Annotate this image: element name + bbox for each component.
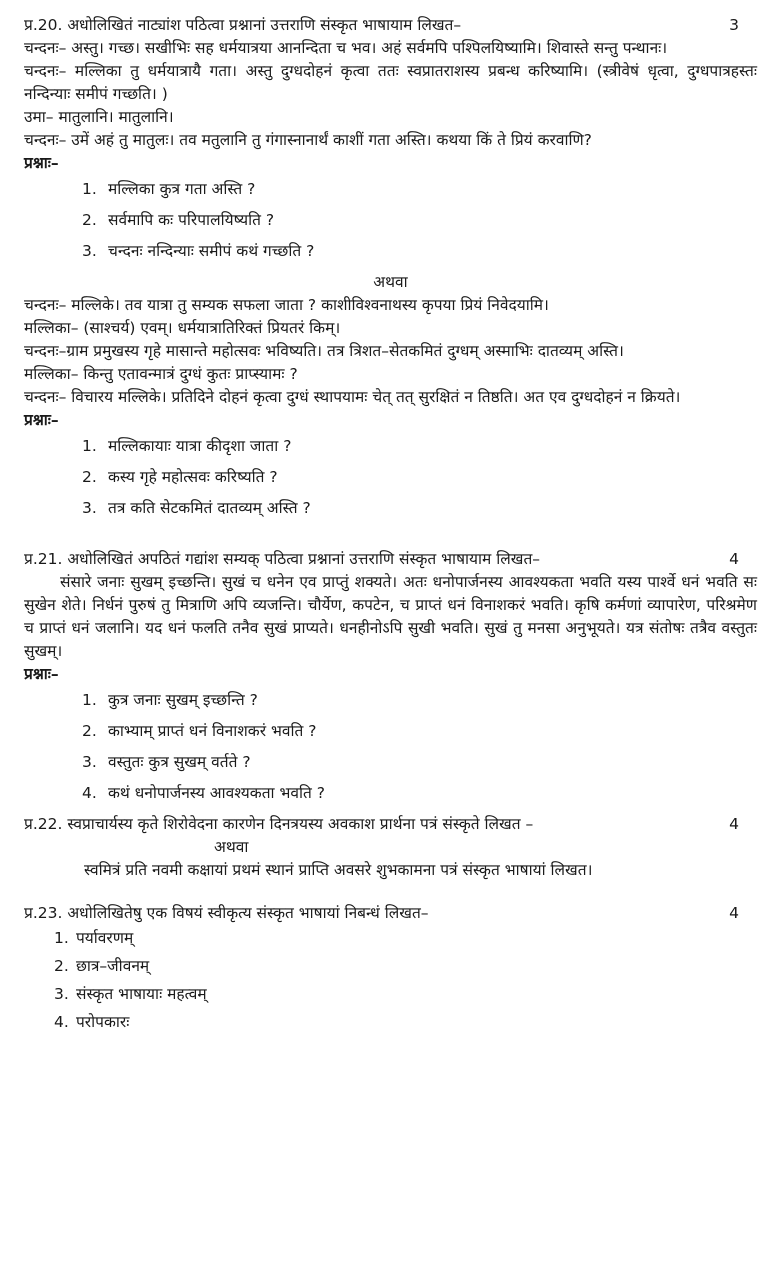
- item-number: 4.: [82, 784, 97, 802]
- dialogue-line: उमा– मातुलानि। मातुलानि।: [24, 108, 174, 126]
- question-number: प्र.23.: [24, 904, 63, 922]
- item-number: 3.: [82, 753, 97, 771]
- topic-list: [24, 927, 757, 1034]
- list-item: [24, 240, 757, 263]
- list-item: [24, 983, 757, 1006]
- list-item: [24, 955, 757, 978]
- item-number: 3.: [54, 985, 69, 1003]
- dialogue-line: चन्दनः–ग्राम प्रमुखस्य गृहे मासान्ते महोत्सवः भविष्यति। तत्र त्रिशत–सेतकमितं दुग्धम् अस्माभिः दातव्यम् अस्ति।: [24, 342, 624, 360]
- dialogue-line: चन्दनः– मल्लिके। तव यात्रा तु सम्यक सफला जाता ? काशीविश्वनाथस्य कृपया प्रियं निवेदयामि।: [24, 296, 549, 314]
- question-number: प्र.21.: [24, 550, 63, 568]
- list-item: [24, 751, 757, 774]
- item-text: परोपकारः: [76, 1013, 130, 1031]
- dialogue-line: चन्दनः– मल्लिका तु धर्मयात्रायै गता। अस्तु दुग्धदोहनं कृत्वा ततः स्वप्रातराशस्य प्रबन्ध करिष्यामि। (स्त्रीवेषं धृत्वा, दुग्धपात्रहस्तः नन्दिन्याः समीपं गच्छति। ): [24, 62, 757, 103]
- item-text: छात्र–जीवनम्: [76, 957, 150, 975]
- item-number: 2.: [82, 722, 97, 740]
- marks: 4: [729, 815, 739, 833]
- list-item: [24, 209, 757, 232]
- spacer: [24, 528, 757, 548]
- question-instruction: स्वप्राचार्यस्य कृते शिरोवेदना कारणेन दिनत्रयस्य अवकाश प्रार्थना पत्रं संस्कृते लिखत –: [67, 815, 534, 833]
- dialogue-line: मल्लिका– (साश्चर्य) एवम्। धर्मयात्रातिरिक्तं प्रियतरं किम्।: [24, 319, 341, 337]
- athva-divider: अथवा: [214, 838, 249, 856]
- list-item: [24, 689, 757, 712]
- question-instruction: अधोलिखितेषु एक विषयं स्वीकृत्य संस्कृत भाषायां निबन्धं लिखत–: [67, 904, 429, 922]
- question-list: [24, 435, 757, 520]
- marks: 3: [729, 16, 739, 34]
- item-number: 2.: [54, 957, 69, 975]
- question-list: [24, 178, 757, 263]
- marks: 4: [729, 904, 739, 922]
- question-20: [24, 14, 757, 520]
- item-text: कथं धनोपार्जनस्य आवश्यकता भवति ?: [108, 784, 325, 802]
- item-number: 1.: [82, 180, 97, 198]
- dialogue-line: चन्दनः– उमें अहं तु मातुलः। तव मतुलानि तु गंगास्नानार्थं काशीं गता अस्ति। कथया किं ते प्रियं करवाणि?: [24, 131, 592, 149]
- item-number: 3.: [82, 242, 97, 260]
- list-item: [24, 1011, 757, 1034]
- list-item: [24, 927, 757, 950]
- item-text: पर्यावरणम्: [76, 929, 134, 947]
- questions-label: प्रश्नाः–: [24, 154, 59, 172]
- item-text: वस्तुतः कुत्र सुखम् वर्तते ?: [108, 753, 251, 771]
- item-text: तत्र कति सेटकमितं दातव्यम् अस्ति ?: [108, 499, 311, 517]
- question-number: प्र.22.: [24, 815, 63, 833]
- list-item: [24, 466, 757, 489]
- question-number: प्र.20.: [24, 16, 63, 34]
- list-item: [24, 720, 757, 743]
- athva-divider: अथवा: [373, 273, 408, 291]
- item-number: 1.: [54, 929, 69, 947]
- question-instruction: अधोलिखितं नाट्यांश पठित्वा प्रश्नानां उत्तराणि संस्कृत भाषायाम लिखत–: [67, 16, 462, 34]
- item-text: मल्लिका कुत्र गता अस्ति ?: [108, 180, 256, 198]
- alternative-question: स्वमित्रं प्रति नवमी कक्षायां प्रथमं स्थानं प्राप्ति अवसरे शुभकामना पत्रं संस्कृत भाषायां लिखत।: [84, 861, 593, 879]
- questions-label: प्रश्नाः–: [24, 665, 59, 683]
- question-header: [24, 14, 757, 37]
- dialogue-line: मल्लिका– किन्तु एतावन्मात्रं दुग्धं कुतः प्राप्स्यामः ?: [24, 365, 298, 383]
- question-21: [24, 548, 757, 805]
- item-text: चन्दनः नन्दिन्याः समीपं कथं गच्छति ?: [108, 242, 315, 260]
- dialogue-line: चन्दनः– विचारय मल्लिके। प्रतिदिने दोहनं कृत्वा दुग्धं स्थापयामः चेत् तत् सुरक्षितं न तिष्ठति। अत एव दुग्धदोहनं न क्रियते।: [24, 388, 681, 406]
- list-item: [24, 782, 757, 805]
- item-number: 2.: [82, 211, 97, 229]
- item-text: काभ्याम् प्राप्तं धनं विनाशकरं भवति ?: [108, 722, 317, 740]
- list-item: [24, 497, 757, 520]
- question-22: [24, 813, 757, 882]
- question-23: [24, 902, 757, 1034]
- marks: 4: [729, 550, 739, 568]
- dialogue-line: चन्दनः– अस्तु। गच्छ। सखीभिः सह धर्मयात्रया आनन्दिता च भव। अहं सर्वमपि पश्पिलयिष्यामि। शिवास्ते सन्तु पन्थानः।: [24, 39, 668, 57]
- item-number: 1.: [82, 437, 97, 455]
- item-number: 1.: [82, 691, 97, 709]
- list-item: [24, 178, 757, 201]
- question-list: [24, 689, 757, 805]
- item-text: संस्कृत भाषायाः महत्वम्: [76, 985, 207, 1003]
- question-instruction: अधोलिखितं अपठितं गद्यांश सम्यक् पठित्वा प्रश्नानां उत्तराणि संस्कृत भाषायाम लिखत–: [67, 550, 541, 568]
- questions-label: प्रश्नाः–: [24, 411, 59, 429]
- item-text: कस्य गृहे महोत्सवः करिष्यति ?: [108, 468, 278, 486]
- spacer: [24, 882, 757, 902]
- item-number: 3.: [82, 499, 97, 517]
- passage: संसारे जनाः सुखम् इच्छन्ति। सुखं च धनेन एव प्राप्तुं शक्यते। अतः धनोपार्जनस्य आवश्यकता भवति यस्य पार्श्वे धनं भवति सः सुखेन शेते। निर्धनं पुरुषं तु मित्राणि अपि व्यजन्ति। चौर्येण, कपटेन, च प्राप्तं धनं विनाशकरं भवति। कृषि कर्मणां व्यापारेण, परिश्रमेण च प्राप्तं धनं जलानि। यद धनं फलति तनैव सुखं प्राप्यते। धनहीनोऽपि सुखी भवति। सुखं तु मनसा अनुभूयते। यत्र संतोषः तत्रैव वस्तुतः सुखम्।: [24, 573, 757, 660]
- item-number: 4.: [54, 1013, 69, 1031]
- item-number: 2.: [82, 468, 97, 486]
- item-text: कुत्र जनाः सुखम् इच्छन्ति ?: [108, 691, 258, 709]
- question-header: [24, 548, 757, 571]
- question-header: [24, 902, 757, 925]
- list-item: [24, 435, 757, 458]
- item-text: सर्वमापि कः परिपालयिष्यति ?: [108, 211, 275, 229]
- question-header: [24, 813, 757, 836]
- item-text: मल्लिकायाः यात्रा कीदृशा जाता ?: [108, 437, 292, 455]
